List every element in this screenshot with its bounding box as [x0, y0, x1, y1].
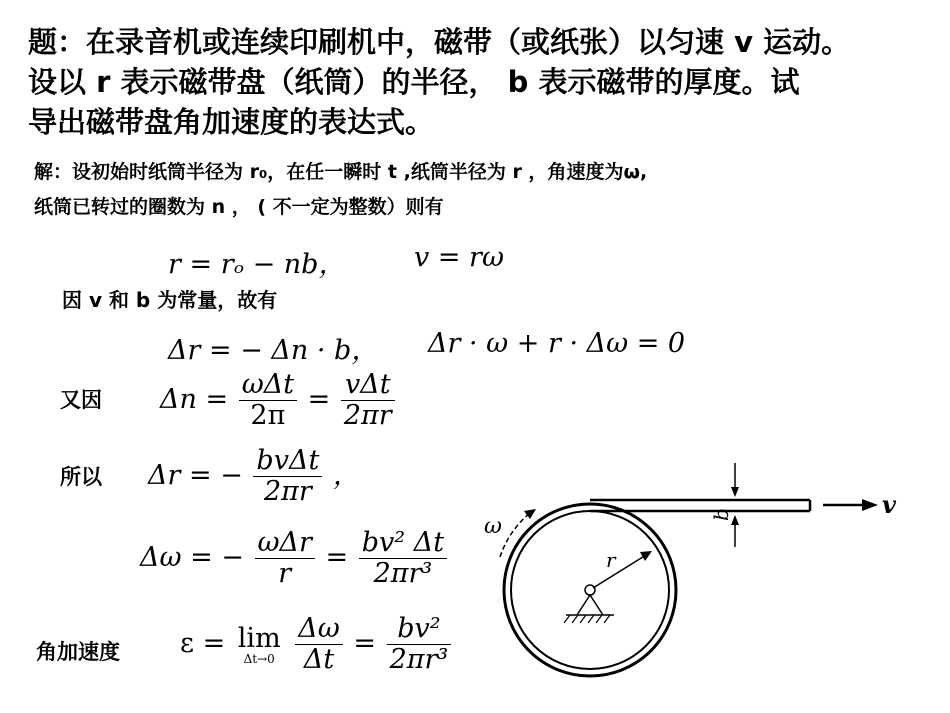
radius-arrowhead [640, 551, 652, 561]
tape-reel-diagram [460, 455, 930, 695]
label-angular-acceleration: 角加速度 [36, 640, 120, 664]
omega-label: ω [484, 514, 502, 539]
eq5-f1-denominator: r [278, 558, 292, 589]
velocity-label: v [882, 490, 896, 519]
eq4-lhs: Δr = − [148, 460, 243, 491]
eq4-denominator: 2πr [263, 476, 312, 507]
eq6-fraction-1 [295, 614, 343, 675]
support-hatching [564, 615, 610, 623]
because-constants: 因 v 和 b 为常量，故有 [62, 288, 278, 312]
pivot-circle [585, 585, 595, 595]
problem-line-3: 导出磁带盘角加速度的表达式。 [28, 105, 435, 139]
eq3-fraction-1 [239, 370, 297, 431]
solution-intro-2: 纸筒已转过的圈数为 n ， ( 不一定为整数）则有 [34, 196, 444, 218]
eq5-equals: = [325, 542, 349, 573]
eq6-f2-denominator: 2πr³ [389, 644, 449, 675]
problem-line-2: 设以 r 表示磁带盘（纸筒）的半径， b 表示磁带的厚度。试 [28, 65, 800, 99]
support-left-leg [577, 595, 590, 615]
equation-epsilon [180, 614, 453, 675]
eq5-fraction-1 [255, 528, 315, 589]
equation-radius: r = rₒ − nb， [168, 249, 346, 280]
eq4-tail: ， [332, 460, 360, 491]
label-also-because: 又因 [60, 388, 102, 412]
eq6-lim-subscript: Δt→0 [243, 651, 275, 666]
eq5-fraction-2 [359, 528, 447, 589]
radius-label: r [606, 548, 616, 572]
equation-angular-balance: Δr · ω + r · Δω = 0 [428, 328, 686, 359]
eq3-f2-denominator: 2πr [343, 400, 392, 431]
eq6-lhs: ε = [180, 628, 226, 659]
equation-delta-r: Δr = − Δn · b， [168, 335, 379, 366]
support-right-leg [590, 595, 603, 615]
equation-delta-r-result [148, 446, 360, 507]
eq3-equals: = [307, 384, 331, 415]
eq6-f1-numerator: Δω [295, 614, 343, 645]
label-therefore: 所以 [60, 465, 102, 489]
omega-arrowhead [524, 509, 536, 519]
eq5-f1-numerator: ωΔr [255, 528, 315, 559]
eq6-equals: = [353, 628, 376, 659]
eq3-fraction-2 [341, 370, 395, 431]
eq5-lhs: Δω = − [140, 542, 244, 573]
thickness-arrowhead-top [731, 487, 739, 497]
eq6-lim-word: lim [237, 622, 281, 654]
eq4-fraction [253, 446, 322, 507]
eq5-f2-numerator: bv² Δt [359, 528, 447, 559]
equation-delta-n [160, 370, 397, 431]
eq3-f2-numerator: vΔt [341, 370, 395, 401]
equation-velocity: v = rω [414, 242, 504, 273]
eq6-fraction-2 [387, 614, 452, 675]
problem-line-1: 题：在录音机或连续印刷机中，磁带（或纸张）以匀速 v 运动。 [28, 25, 851, 59]
eq3-f1-denominator: 2π [250, 400, 286, 431]
velocity-arrowhead [862, 499, 878, 511]
eq3-lhs: Δn = [160, 384, 229, 415]
eq6-f2-numerator: bv² [387, 614, 452, 645]
radius-line [593, 555, 646, 588]
eq6-limit [237, 622, 281, 666]
eq6-f1-denominator: Δt [303, 644, 335, 675]
eq4-numerator: bvΔt [253, 446, 322, 477]
equation-delta-omega [140, 528, 449, 589]
thickness-label: b [709, 508, 733, 521]
eq5-f2-denominator: 2πr³ [373, 558, 433, 589]
eq3-f1-numerator: ωΔt [239, 370, 297, 401]
solution-intro-1: 解：设初始时纸筒半径为 r₀，在任一瞬时 t ,纸筒半径为 r ，角速度为ω, [34, 161, 648, 183]
